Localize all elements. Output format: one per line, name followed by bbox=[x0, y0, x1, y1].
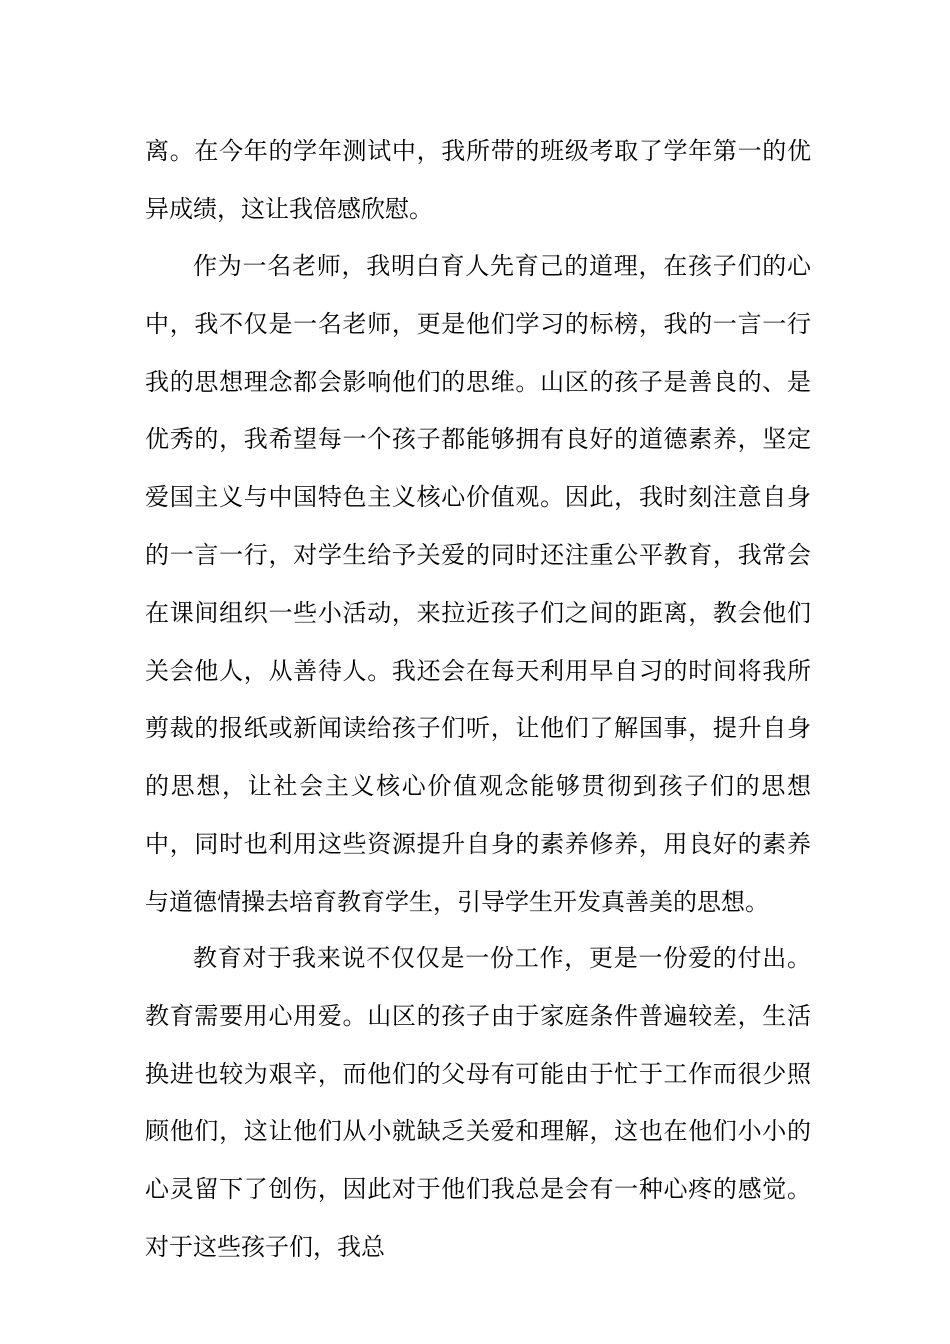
body-text bbox=[145, 123, 811, 239]
body-text-2 bbox=[145, 238, 811, 932]
paragraph-continuation: 离。在今年的学年测试中，我所带的班级考取了学年第一的优异成绩，这让我倍感欣慰。 bbox=[145, 137, 811, 223]
body-text-3 bbox=[145, 930, 811, 1277]
paragraph-role-model: 作为一名老师，我明白育人先育己的道理，在孩子们的心中，我不仅是一名老师，更是他们学习的标榜，我的一言一行我的思想理念都会影响他们的思维。山区的孩子是善良的、是优秀的，我希望每一个孩子都能够拥有良好的道德素养，坚定爱国主义与中国特色主义核心价值观。因此，我时刻注意自身的一言一行，对学生给予关爱的同时还注重公平教育，我常会在课间组织一些小活动，来拉近孩子们之间的距离，教会他们关会他人，从善待人。我还会在每天利用早自习的时间将我所剪裁的报纸或新闻读给孩子们听，让他们了解国事，提升自身的思想，让社会主义核心价值观念能够贯彻到孩子们的思想中，同时也利用这些资源提升自身的素养修养，用良好的素养与道德情操去培育教育学生，引导学生开发真善美的思想。 bbox=[145, 252, 811, 916]
paragraph-education-love: 教育对于我来说不仅仅是一份工作，更是一份爱的付出。教育需要用心用爱。山区的孩子由于家庭条件普遍较差，生活换进也较为艰辛，而他们的父母有可能由于忙于工作而很少照顾他们，这让他们从小就缺乏关爱和理解，这也在他们小小的心灵留下了创伤，因此对于他们我总是会有一种心疼的感觉。对于这些孩子们，我总 bbox=[145, 944, 811, 1261]
